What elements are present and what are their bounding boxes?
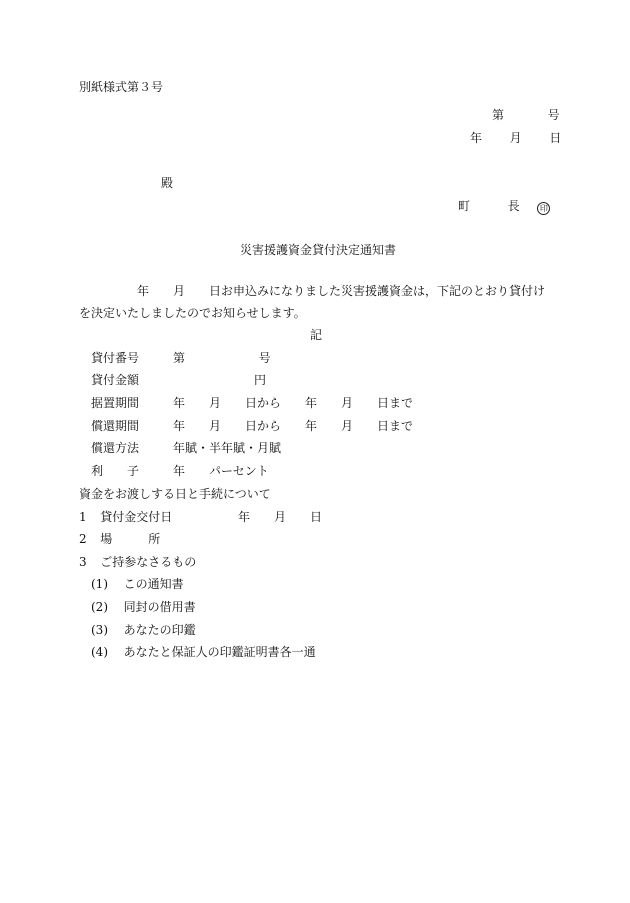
delivery-item: [79, 532, 160, 546]
interest-value: 年 パーセント: [173, 464, 269, 478]
delivery-item: [79, 510, 172, 524]
repayment-period-value: 年 月 日から 年 月 日まで: [173, 419, 414, 433]
document-title: 災害援護資金貸付決定通知書: [240, 243, 397, 257]
issue-date-month: 月: [509, 131, 522, 145]
issuer-town: 町: [458, 199, 471, 213]
repayment-period-label: 償還期間: [91, 419, 140, 433]
addressee-suffix: 殿: [161, 176, 174, 190]
loan-amount-label: 貸付金額: [91, 373, 140, 387]
form-label: 別紙様式第３号: [79, 80, 164, 94]
loan-number-value: [173, 351, 271, 365]
record-heading: 記: [310, 328, 323, 342]
loan-amount-unit: 円: [254, 373, 267, 387]
loan-number-label: 貸付番号: [91, 351, 140, 365]
delivery-item-label: 貸付金交付日: [100, 510, 173, 524]
bring-item-num: (1): [91, 577, 108, 591]
loan-number-suffix: 号: [258, 351, 271, 365]
delivery-item: [79, 555, 196, 569]
issuer-title: 長: [507, 199, 520, 213]
bring-item-num: (2): [91, 600, 108, 614]
delivery-item-label: ご持参なさるもの: [100, 555, 197, 569]
bring-item: [91, 577, 184, 591]
bring-item-text: あなたの印鑑: [123, 623, 196, 637]
issuer-seal: 印: [537, 202, 550, 215]
doc-number-suffix: 号: [547, 108, 560, 122]
bring-item-num: (4): [91, 645, 108, 659]
issue-date: [470, 131, 561, 145]
repayment-method-label: 償還方法: [91, 441, 140, 455]
doc-number: [492, 108, 560, 122]
delivery-heading: 資金をお渡しする日と手続について: [79, 487, 271, 501]
deferment-period-label: 据置期間: [91, 396, 140, 410]
intro-text: 年 月 日お申込みになりました災害援護資金は，下記のとおり貸付けを決定いたしましたのでお知らせします。: [79, 284, 546, 320]
delivery-date-value: 年 月 日: [238, 510, 323, 524]
issue-date-year: 年: [470, 131, 483, 145]
delivery-item-num: 2: [79, 532, 87, 546]
bring-item-text: あなたと保証人の印鑑証明書各一通: [123, 645, 316, 659]
bring-item-text: 同封の借用書: [123, 600, 196, 614]
bring-item-num: (3): [91, 623, 108, 637]
deferment-period-value: 年 月 日から 年 月 日まで: [173, 396, 414, 410]
bring-item-text: この通知書: [123, 577, 184, 591]
bring-item: [91, 623, 196, 637]
delivery-item-num: 1: [79, 510, 87, 524]
bring-item: [91, 600, 196, 614]
delivery-item-num: 3: [79, 555, 87, 569]
delivery-item-label: 場 所: [100, 532, 161, 546]
interest-label: 利 子: [91, 464, 140, 478]
bring-item: [91, 645, 316, 659]
loan-number-prefix: 第: [173, 351, 186, 365]
issue-date-day: 日: [549, 131, 562, 145]
doc-number-prefix: 第: [492, 108, 505, 122]
repayment-method-value: 年賦・半年賦・月賦: [173, 441, 282, 455]
issuer: [458, 199, 550, 215]
